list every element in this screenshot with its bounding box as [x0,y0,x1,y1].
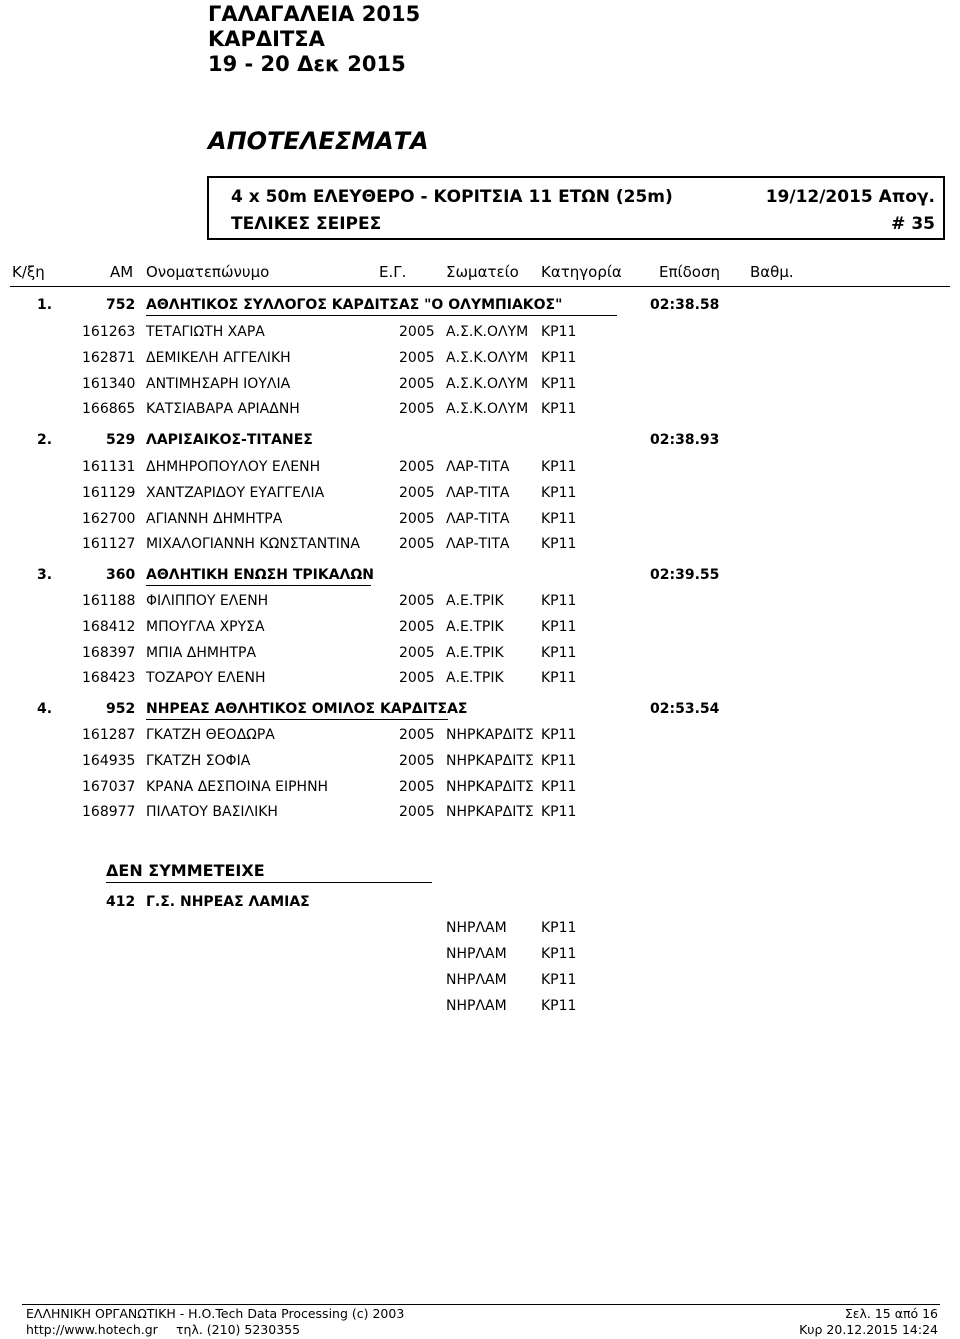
competition-city: ΚΑΡΔΙΤΣΑ [208,27,325,51]
swimmer-category: ΚΡ11 [541,778,577,795]
team-code: 752 [106,297,136,313]
col-rank: Κ/ξη [12,263,45,281]
swimmer-category: ΚΡ11 [541,752,577,769]
footer-printed: Κυρ 20.12.2015 14:24 [799,1322,938,1337]
footer-page: Σελ. 15 από 16 [844,1306,938,1321]
team-code: 360 [106,567,136,583]
col-year: Ε.Γ. [379,263,407,281]
swimmer-year: 2005 [399,324,435,340]
team-name-underline [146,585,371,586]
dns-team-name: Γ.Σ. ΝΗΡΕΑΣ ΛΑΜΙΑΣ [146,894,310,910]
swimmer-name: ΓΚΑΤΖΗ ΘΕΟΔΩΡΑ [146,727,275,743]
event-box [207,176,945,240]
swimmer-category: ΚΡ11 [541,670,577,687]
team-rank: 3. [37,567,53,583]
competition-title: ΓΑΛΑΓΑΛΕΙΑ 2015 [208,2,421,26]
footer-web: http://www.hotech.gr [26,1322,158,1337]
swimmer-name: ΔΕΜΙΚΕΛΗ ΑΓΓΕΛΙΚΗ [146,349,291,366]
swimmer-club: ΝΗΡΚΑΡΔΙΤΣ [446,727,534,743]
col-name: Ονοματεπώνυμο [146,263,270,281]
swimmer-am: 168397 [82,644,136,661]
swimmer-category: ΚΡ11 [541,593,577,609]
swimmer-year: 2005 [399,536,435,553]
swimmer-am: 161129 [82,484,136,501]
event-round: ΤΕΛΙΚΕΣ ΣΕΙΡΕΣ [231,214,382,234]
col-category: Κατηγορία [541,263,622,281]
dns-swimmer-category: ΚΡ11 [541,920,577,936]
swimmer-am: 167037 [82,778,136,795]
team-name: ΑΘΛΗΤΙΚΟΣ ΣΥΛΛΟΓΟΣ ΚΑΡΔΙΤΣΑΣ "Ο ΟΛΥΜΠΙΑΚΟΣ" [146,297,563,313]
dns-swimmer-club: ΝΗΡΛΑΜ [446,998,507,1014]
team-code: 952 [106,701,136,717]
team-time: 02:38.58 [650,297,720,313]
swimmer-year: 2005 [399,375,435,392]
team-name: ΑΘΛΗΤΙΚΗ ΕΝΩΣΗ ΤΡΙΚΑΛΩΝ [146,567,374,583]
team-name-underline [146,719,448,720]
swimmer-year: 2005 [399,644,435,661]
swimmer-name: ΔΗΜΗΡΟΠΟΥΛΟΥ ΕΛΕΝΗ [146,459,321,475]
swimmer-category: ΚΡ11 [541,484,577,501]
swimmer-category: ΚΡ11 [541,804,577,821]
swimmer-category: ΚΡ11 [541,459,577,475]
swimmer-category: ΚΡ11 [541,324,577,340]
swimmer-year: 2005 [399,778,435,795]
col-am: ΑΜ [110,263,134,281]
swimmer-am: 166865 [82,401,136,418]
swimmer-year: 2005 [399,510,435,527]
swimmer-club: Α.Ε.ΤΡΙΚ [446,644,504,661]
swimmer-am: 161188 [82,593,136,609]
swimmer-am: 161131 [82,459,136,475]
swimmer-am: 168423 [82,670,136,687]
swimmer-name: ΑΓΙΑΝΝΗ ΔΗΜΗΤΡΑ [146,510,283,527]
footer-phone: τηλ. (210) 5230355 [176,1322,301,1337]
dns-swimmer-category: ΚΡ11 [541,946,577,962]
swimmer-club: ΛΑΡ-ΤΙΤΑ [446,536,510,553]
swimmer-category: ΚΡ11 [541,510,577,527]
swimmer-am: 164935 [82,752,136,769]
swimmer-name: ΠΙΛΑΤΟΥ ΒΑΣΙΛΙΚΗ [146,804,278,821]
swimmer-am: 168977 [82,804,136,821]
event-date-session: 19/12/2015 Απογ. [765,187,935,207]
team-rank: 4. [37,701,53,717]
swimmer-year: 2005 [399,727,435,743]
dns-swimmer-club: ΝΗΡΛΑΜ [446,946,507,962]
swimmer-club: ΝΗΡΚΑΡΔΙΤΣ [446,778,534,795]
swimmer-year: 2005 [399,804,435,821]
swimmer-year: 2005 [399,484,435,501]
team-name: ΛΑΡΙΣΑΙΚΟΣ-ΤΙΤΑΝΕΣ [146,432,313,448]
swimmer-year: 2005 [399,349,435,366]
swimmer-category: ΚΡ11 [541,401,577,418]
swimmer-club: Α.Ε.ΤΡΙΚ [446,593,504,609]
swimmer-category: ΚΡ11 [541,644,577,661]
swimmer-am: 161287 [82,727,136,743]
swimmer-year: 2005 [399,752,435,769]
event-number: # 35 [891,214,935,234]
swimmer-name: ΜΙΧΑΛΟΓΙΑΝΝΗ ΚΩΝΣΤΑΝΤΙΝΑ [146,536,360,553]
swimmer-name: ΤΟΖΑΡΟΥ ΕΛΕΝΗ [146,670,266,687]
swimmer-category: ΚΡ11 [541,536,577,553]
team-code: 529 [106,432,136,448]
team-name: ΝΗΡΕΑΣ ΑΘΛΗΤΙΚΟΣ ΟΜΙΛΟΣ ΚΑΡΔΙΤΣΑΣ [146,701,468,717]
swimmer-name: ΓΚΑΤΖΗ ΣΟΦΙΑ [146,752,251,769]
swimmer-am: 161263 [82,324,136,340]
swimmer-am: 162871 [82,349,136,366]
swimmer-club: Α.Ε.ΤΡΙΚ [446,618,504,635]
event-name: 4 x 50m ΕΛΕΥΘΕΡΟ - ΚΟΡΙΤΣΙΑ 11 ΕΤΩΝ (25m) [231,187,673,207]
dns-title: ΔΕΝ ΣΥΜΜΕΤΕΙΧΕ [106,861,265,880]
dns-swimmer-club: ΝΗΡΛΑΜ [446,920,507,936]
swimmer-year: 2005 [399,618,435,635]
team-name-underline [146,315,617,316]
dns-title-underline [106,882,432,883]
competition-dates: 19 - 20 Δεκ 2015 [208,52,406,76]
swimmer-am: 161340 [82,375,136,392]
footer-rule [22,1304,940,1305]
swimmer-year: 2005 [399,670,435,687]
swimmer-name: ΤΕΤΑΓΙΩΤΗ ΧΑΡΑ [146,324,265,340]
col-points: Βαθμ. [750,263,794,281]
swimmer-name: ΑΝΤΙΜΗΣΑΡΗ ΙΟΥΛΙΑ [146,375,291,392]
swimmer-name: ΦΙΛΙΠΠΟΥ ΕΛΕΝΗ [146,593,269,609]
swimmer-category: ΚΡ11 [541,375,577,392]
swimmer-category: ΚΡ11 [541,349,577,366]
col-time: Επίδοση [659,263,720,281]
footer-org: ΕΛΛΗΝΙΚΗ ΟΡΓΑΝΩΤΙΚΗ - Η.Ο.Tech Data Processing (c) 2003 [26,1306,405,1321]
team-time: 02:53.54 [650,701,720,717]
swimmer-am: 168412 [82,618,136,635]
team-time: 02:39.55 [650,567,720,583]
dns-team-code: 412 [106,894,136,910]
swimmer-am: 162700 [82,510,136,527]
team-time: 02:38.93 [650,432,720,448]
swimmer-club: Α.Σ.Κ.ΟΛΥΜ [446,401,529,418]
swimmer-category: ΚΡ11 [541,618,577,635]
swimmer-club: Α.Ε.ΤΡΙΚ [446,670,504,687]
dns-swimmer-category: ΚΡ11 [541,972,577,988]
swimmer-club: ΝΗΡΚΑΡΔΙΤΣ [446,804,534,821]
results-title: ΑΠΟΤΕΛΕΣΜΑΤΑ [208,127,429,155]
swimmer-club: Α.Σ.Κ.ΟΛΥΜ [446,375,529,392]
swimmer-year: 2005 [399,593,435,609]
swimmer-category: ΚΡ11 [541,727,577,743]
swimmer-club: ΛΑΡ-ΤΙΤΑ [446,510,510,527]
swimmer-club: Α.Σ.Κ.ΟΛΥΜ [446,349,529,366]
col-club: Σωματείο [446,263,519,281]
team-rank: 2. [37,432,53,448]
swimmer-name: ΧΑΝΤΖΑΡΙΔΟΥ ΕΥΑΓΓΕΛΙΑ [146,484,325,501]
header-rule [10,286,950,287]
team-rank: 1. [37,297,53,313]
swimmer-year: 2005 [399,401,435,418]
swimmer-am: 161127 [82,536,136,553]
swimmer-name: ΜΠΙΑ ΔΗΜΗΤΡΑ [146,644,257,661]
dns-swimmer-category: ΚΡ11 [541,998,577,1014]
swimmer-name: ΚΡΑΝΑ ΔΕΣΠΟΙΝΑ ΕΙΡΗΝΗ [146,778,329,795]
swimmer-club: ΛΑΡ-ΤΙΤΑ [446,459,510,475]
swimmer-club: Α.Σ.Κ.ΟΛΥΜ [446,324,529,340]
swimmer-year: 2005 [399,459,435,475]
swimmer-name: ΚΑΤΣΙΑΒΑΡΑ ΑΡΙΑΔΝΗ [146,401,300,418]
dns-swimmer-club: ΝΗΡΛΑΜ [446,972,507,988]
swimmer-club: ΛΑΡ-ΤΙΤΑ [446,484,510,501]
swimmer-club: ΝΗΡΚΑΡΔΙΤΣ [446,752,534,769]
swimmer-name: ΜΠΟΥΓΛΑ ΧΡΥΣΑ [146,618,265,635]
